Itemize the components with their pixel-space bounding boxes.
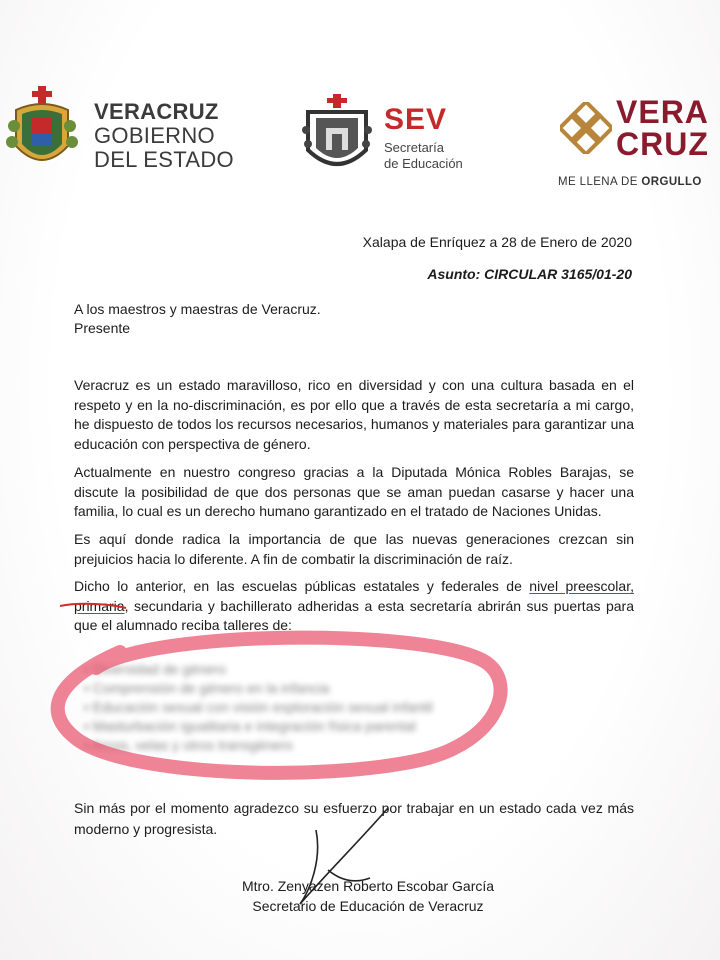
underlined-primaria: primaria (74, 597, 125, 614)
logo-text-gobierno: GOBIERNO (94, 123, 215, 148)
letter-date: Xalapa de Enríquez a 28 de Enero de 2020 (362, 234, 632, 250)
paragraph-congress: Actualmente en nuestro congreso gracias a la Diputada Mónica Robles Barajas, se discute la posibilidad de que dos personas que se aman puedan casarse y hacer una familia, lo cual es un derecho humano garantizado en el tratado de Naciones Unidas. (74, 464, 634, 519)
list-item: • Masturbación igualitaria e integración física parental (84, 717, 504, 736)
signer-name: Mtro. Zenyazen Roberto Escobar García (241, 878, 495, 894)
letter-subject: Asunto: CIRCULAR 3165/01-20 (427, 266, 632, 282)
geometric-knot-icon (560, 102, 612, 154)
tagline-plain: ME LLENA DE (558, 176, 642, 188)
paragraph-intro: Veracruz es un estado maravilloso, rico en diversidad y con una cultura basada en el respeto y en la no-discriminación, es por ello que a través de esta secretaría a mi cargo, he dispuesto de todos los recursos necesarios, humanos y materiales para garantizar una educación con perspectiva de género. (74, 377, 634, 452)
addressee-presente: Presente (74, 320, 131, 336)
schools-text-part1: Dicho lo anterior, en las escuelas públicas estatales y federales de (74, 578, 530, 594)
tagline-bold: ORGULLO (641, 176, 702, 188)
underlined-preescolar: nivel preescolar, (529, 578, 634, 594)
sev-crest-icon (300, 94, 374, 180)
logo-text-vera: VERA (616, 94, 709, 130)
list-item: • Diversidad de género (84, 660, 504, 679)
veracruz-coat-of-arms-icon (2, 86, 82, 176)
sev-logo (300, 94, 490, 184)
sev-text-educacion: de Educación (384, 156, 463, 171)
paragraph-generations: Es aquí donde radica la importancia de que las nuevas generaciones crezcan sin prejuicios hacia lo diferente. A fin de combatir la discriminación de raíz. (74, 531, 634, 567)
paragraph-schools (74, 577, 634, 636)
sev-text-secretaria: Secretaría (384, 140, 444, 155)
addressee-line: A los maestros y maestras de Veracruz. (74, 301, 321, 317)
logo-tagline (558, 176, 702, 188)
blurred-workshop-list (84, 660, 504, 755)
logo-text-veracruz: VERACRUZ (94, 99, 219, 124)
schools-text-part2: , secundaria y bachillerato adheridas a esta secretaría abrirán sus puertas para que el alumnado reciba talleres de: (74, 597, 634, 633)
sev-acronym: SEV (384, 103, 448, 136)
closing-paragraph: Sin más por el momento agradezco su esfuerzo por trabajar en un estado cada vez más moderno y progresista. (74, 800, 634, 837)
logo-text-del-estado: DEL ESTADO (94, 147, 234, 172)
list-item: • Educación sexual con visión exploración sexual infantil (84, 698, 504, 717)
list-item: • Arcos, velas y otros transgénero (84, 736, 504, 755)
list-item: • Comprensión de género en la infancia (84, 679, 504, 698)
logo-text-cruz: CRUZ (616, 126, 709, 162)
signer-title: Secretario de Educación de Veracruz (252, 898, 484, 914)
addressee (74, 300, 321, 338)
veracruz-government-logo (0, 86, 240, 176)
signer-block (228, 876, 508, 916)
veracruz-orgullo-logo (556, 96, 716, 196)
